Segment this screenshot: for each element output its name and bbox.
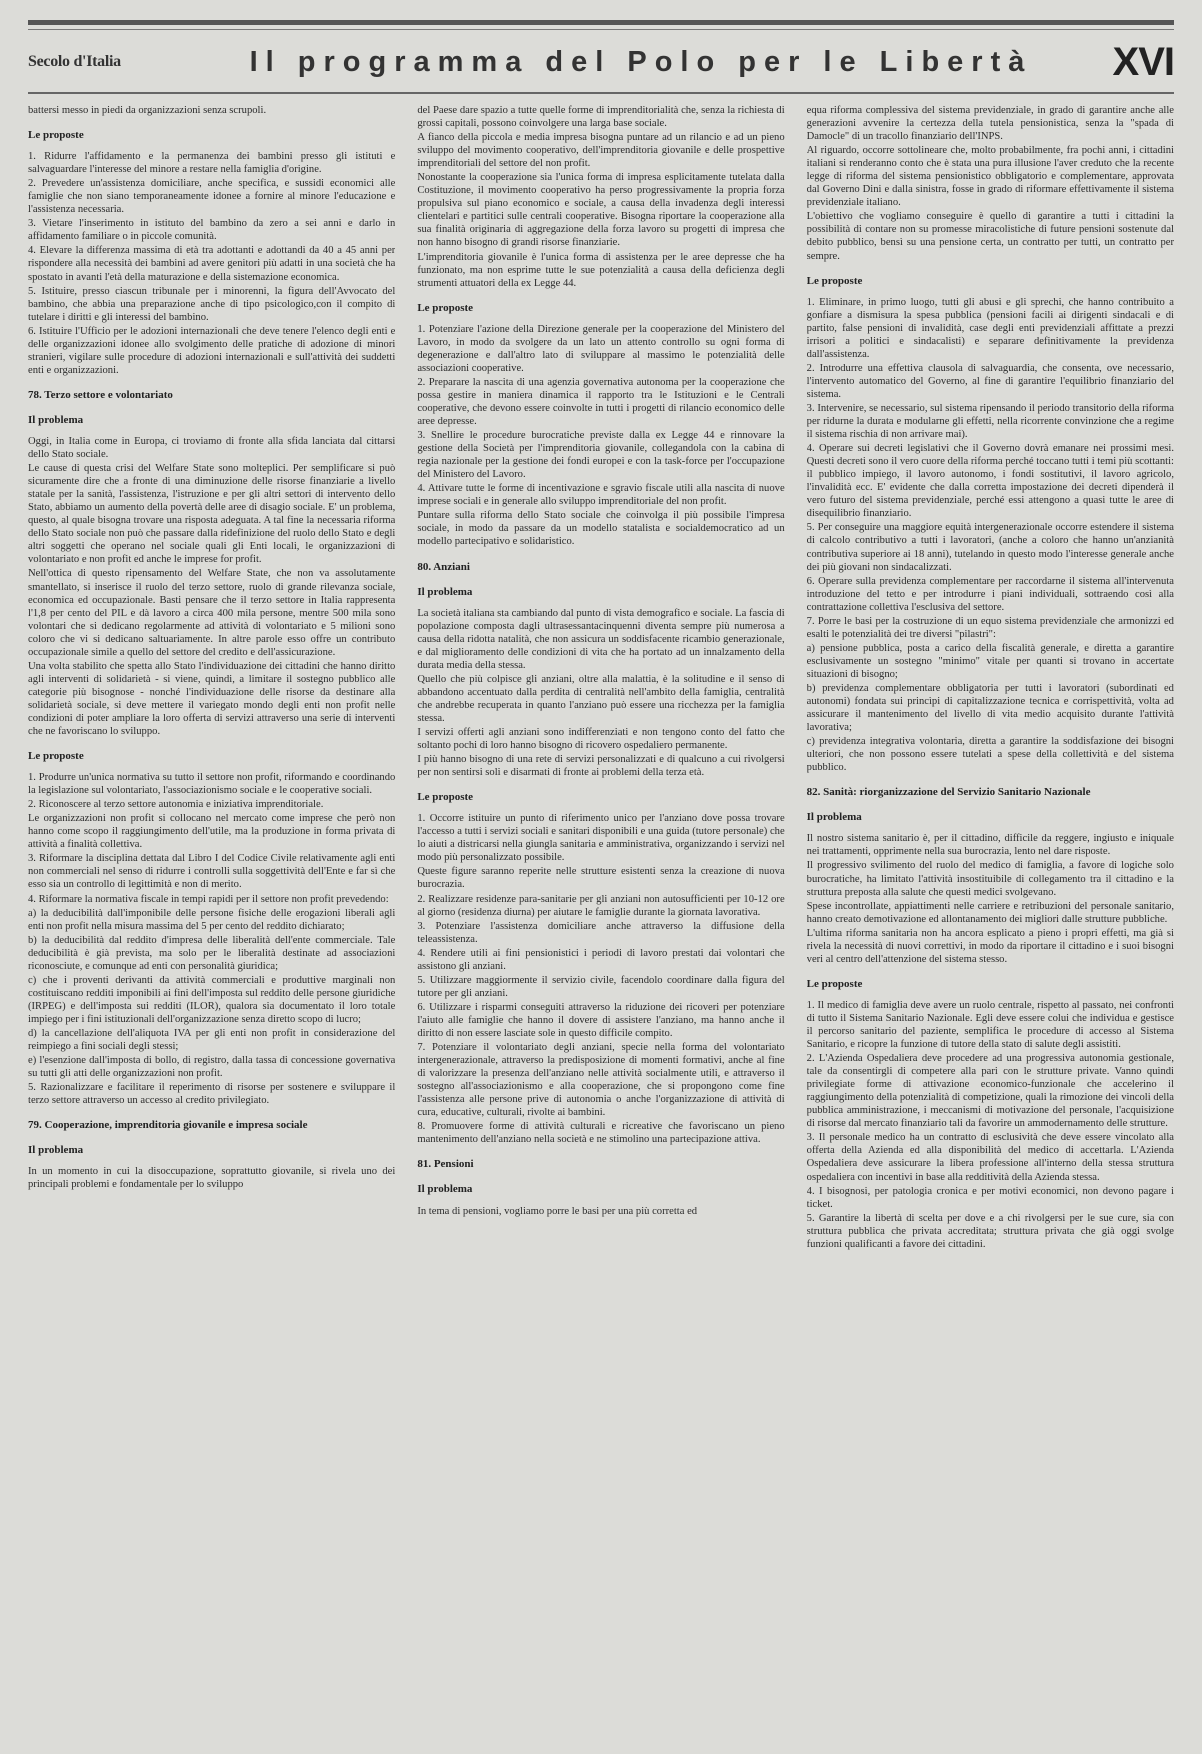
section-heading: Le proposte [28, 129, 84, 142]
paragraph: 1. Ridurre l'affidamento e la permanenza dei bambini presso gli istituti e salvaguardare l'interesse del minore a restare nella famiglia d'origine. [28, 151, 396, 176]
paragraph: 5. Razionalizzare e facilitare il reperimento di risorse per sostenere e sviluppare il terzo settore attraverso un accesso al credito privilegiato. [28, 1082, 396, 1107]
paragraph: L'obiettivo che vogliamo conseguire è quello di garantire a tutti i cittadini la possibilità di contare non su promesse miracolistiche di future pensioni sostenute dal debito pubblico, bensì su una pensione certa, un contratto per tutti, un contratto per sempre. [806, 211, 1174, 262]
paragraph: 4. Rendere utili ai fini pensionistici i periodi di lavoro prestati dai volontari che assistono gli anziani. [417, 947, 785, 972]
section-heading: Il problema [28, 413, 84, 426]
paragraph: Spese incontrollate, appiattimenti nelle carriere e retribuzioni del personale sanitario, hanno creato demotivazione ed allontanamento dei migliori dalle strutture pubbliche. [806, 900, 1174, 925]
section-heading: 79. Cooperazione, imprenditoria giovanile e impresa sociale [28, 1119, 308, 1132]
paragraph: Una volta stabilito che spetta allo Stato l'individuazione dei cittadini che hanno diritto agli interventi di solidarietà - si viene, quindi, a limitare il sostegno pubblico alle categorie più bisognose - nonché l'individuazione delle risorse da destinare alla solidarietà sociale, si deve mettere il variegato mondo degli enti non profit nelle condizioni di poter ampliare la loro offerta di servizi attraverso una serie di interventi che ne favoriscano lo sviluppo. [28, 660, 396, 738]
paragraph: 4. Operare sui decreti legislativi che il Governo dovrà emanare nei prossimi mesi. Questi decreti sono il vero cuore della riforma perché toccano tutti i temi più scottanti: il pubblico impiego, il lavoro autonomo, i fondi sostitutivi, il lavoro agricolo, l'invalidità ecc. E' evidente che dalla corretta impostazione dei decreti dipenderà il vero futuro del sistema previdenziale, perché essi attengono a quasi tutte le aree di disequilibrio finanziario. [806, 443, 1174, 520]
section-heading: Le proposte [806, 274, 863, 287]
paragraph: 5. Per conseguire una maggiore equità intergenerazionale occorre estendere il sistema di calcolo contributivo a tutti i lavoratori, (anche a coloro che hanno un'anzianità contributiva superiore ai 18 anni), tutelando in questo modo l'interesse generale anche dei più giovani non sindacalizzati. [806, 522, 1174, 573]
paragraph: 4. Riformare la normativa fiscale in tempi rapidi per il settore non profit prevedendo: [28, 893, 389, 905]
paragraph: La società italiana sta cambiando dal punto di vista demografico e sociale. La fascia di popolazione composta dagli ultrasessantacinquenni diventa sempre più numerosa a causa della ridotta natalità, che non assicura un soddisfacente ricambio generazionale, e dal miglioramento delle condizioni di vita che ha portato ad un innalzamento della durata media della stessa. [417, 607, 785, 671]
paragraph: 7. Potenziare il volontariato degli anziani, specie nella forma del volontariato intergenerazionale, attraverso la predisposizione di momenti formativi, anche al fine di valorizzare la presenza dell'anziano nelle attività socialmente utili, e attraverso il sostegno all'associazionismo e alla cooperazione, che si propongono come fine l'assistenza alle persone prive di autonomia o anche l'organizzazione di attività di cura, educative, culturali, rivolte ai bambini. [417, 1042, 785, 1119]
paragraph: 1. Potenziare l'azione della Direzione generale per la cooperazione del Ministero del Lavoro, in modo da svolgere da un lato un attento controllo su ogni forma di degenerazione e dall'altro lato di sviluppare al massimo le potenzialità delle associazioni cooperative. [417, 323, 785, 374]
section-heading: Il problema [28, 1144, 84, 1157]
paragraph: 3. Vietare l'inserimento in istituto del bambino da zero a sei anni e darlo in affidamento familiare o in piccole comunità. [28, 218, 396, 243]
paragraph: Al riguardo, occorre sottolineare che, molto probabilmente, fra pochi anni, i cittadini italiani si renderanno conto che è stata una pura illusione l'aver creduto che la recente legge di riforma del sistema pensionistico obbligatorio e complementare, approvata dal Governo Dini e dalla sinistra, fosse in grado di riformare effettivamente il sistema previdenziale italiano. [806, 145, 1174, 209]
paragraph: e) l'esenzione dall'imposta di bollo, di registro, dalla tassa di concessione governativa su tutti gli atti delle organizzazioni non profit. [28, 1055, 396, 1080]
paragraph: Nonostante la cooperazione sia l'unica forma di impresa esplicitamente tutelata dalla Costituzione, il movimento cooperativo ha perso progressivamente la propria forza propulsiva sul piano economico e sociale, a causa della invadenza degli interessi clientelari e partitici sulle centrali cooperative. Bisogna riportare la cooperazione alla sua finalità originaria di aggregazione della forza lavoro su progetti di impresa che non hanno bisogno di grandi risorse finanziarie. [417, 172, 785, 249]
paragraph: 1. Eliminare, in primo luogo, tutti gli abusi e gli sprechi, che hanno contribuito a gonfiare a dismisura la spesa pubblica (pensioni facili ai dirigenti sindacali e di partito, false pensioni di invalidità, case degli enti previdenziali affittate a prezzi irrisori a politici e sindacalisti) e separare definitivamente la previdenza dall'assistenza. [806, 296, 1174, 360]
paragraph: 3. Riformare la disciplina dettata dal Libro I del Codice Civile relativamente agli enti non commerciali nel senso di ridurre i controlli sulla soggettività dell'Ente e far sì che esso sia un controllo di legittimità e non di merito. [28, 853, 396, 891]
section-heading: Le proposte [417, 301, 474, 314]
paragraph: L'imprenditoria giovanile è l'unica forma di assistenza per le aree depresse che ha funzionato, ma non esprime tutte le sue potenzialità a causa della deficienza degli strumenti attuatori della ex Legge 44. [417, 251, 785, 289]
paragraph: Le organizzazioni non profit si collocano nel mercato come imprese che però non hanno come scopo il raggiungimento dell'utile, ma la produzione in forma privata di attività a finalità collettiva. [28, 813, 396, 851]
section-heading: 78. Terzo settore e volontariato [28, 388, 173, 401]
paragraph: 5. Utilizzare maggiormente il servizio civile, facendolo coordinare dalla figura del tutore per gli anziani. [417, 974, 785, 999]
paragraph: Quello che più colpisce gli anziani, oltre alla malattia, è la solitudine e il senso di abbandono accentuato dalla perdita di centralità nell'ambito della famiglia, centralità che andrebbe recuperata in quanto l'anziano può essere una ricchezza per la famiglia stessa. [417, 673, 785, 724]
paragraph: Nell'ottica di questo ripensamento del Welfare State, che non va assolutamente smantellato, si inserisce il ruolo del terzo settore, ruolo di grande rilevanza sociale, economica ed occupazionale. Basti pensare che il terzo settore in Italia rappresenta l'1,8 per cento del PIL e dà lavoro a circa 400 mila persone, mentre 500 mila sono volontari che si dedicano regolarmente ad attività di volontariato e 5 milioni sono coloro che vi si dedicano saltuariamente. In altre parole esso offre un contributo occupazionale simile a quello del settore del credito e dell'assicurazione. [28, 568, 396, 658]
paragraph: 3. Snellire le procedure burocratiche previste dalla ex Legge 44 e rinnovare la gestione della Società per l'imprenditoria giovanile, collegandola con la cabina di regia nazionale per la gestione dei fondi europei e con la task-force per l'occupazione del Ministero del Lavoro. [417, 430, 785, 481]
paragraph: Queste figure saranno reperite nelle strutture esistenti senza la creazione di nuova burocrazia. [417, 866, 785, 891]
paragraph: 5. Garantire la libertà di scelta per dove e a chi rivolgersi per le sue cure, sia con struttura pubblica che privata accreditata; struttura privata che già oggi svolge funzioni qualificanti a favore dei cittadini. [806, 1212, 1174, 1250]
paragraph: d) la cancellazione dell'aliquota IVA per gli enti non profit in considerazione del reimpiego a fini sociali degli stessi; [28, 1028, 396, 1053]
paragraph: 6. Operare sulla previdenza complementare per raccordarne il sistema all'intervenuta introduzione del tetto e per introdurre i piani individuali, sottraendo così alla contrattazione collettiva l'esclusiva del settore. [806, 575, 1174, 613]
section-heading: Il problema [417, 585, 473, 598]
paragraph: 4. Elevare la differenza massima di età tra adottanti e adottandi da 40 a 45 anni per rispondere alla necessità dei bambini ad avere genitori più adatti in una società che ha spostato in avanti l'età della maturazione e della sistemazione economica. [28, 245, 396, 283]
paragraph: del Paese dare spazio a tutte quelle forme di imprenditorialità che, senza la richiesta di grossi capitali, possono coinvolgere una larga base sociale. [417, 105, 785, 130]
section-heading: Il problema [806, 811, 862, 824]
section-heading: Le proposte [806, 977, 863, 990]
masthead [28, 36, 1174, 88]
paragraph: 2. Riconoscere al terzo settore autonomia e iniziativa imprenditoriale. [28, 799, 324, 811]
paragraph: b) la deducibilità dal reddito d'impresa delle liberalità dell'ente commerciale. Tale deducibilità è già prevista, ma solo per le liberalità destinate ad associazioni riconosciute, e comunque ad enti con personalità giuridica; [28, 934, 396, 972]
column-1 [28, 104, 395, 1734]
paragraph: 2. Introdurre una effettiva clausola di salvaguardia, che consenta, ove necessario, l'intervento automatico del Governo, al fine di garantire l'equilibrio finanziario del sistema. [806, 362, 1174, 400]
paragraph: 7. Porre le basi per la costruzione di un equo sistema previdenziale che armonizzi ed esalti le potenzialità dei tre diversi "pilastri": [806, 615, 1174, 640]
section-heading: 82. Sanità: riorganizzazione del Servizio Sanitario Nazionale [806, 786, 1091, 799]
paragraph: c) che i proventi derivanti da attività commerciali e produttive marginali non costituiscano redditi imponibili ai fini dell'imposta sul reddito delle persone giuridiche (IRPEG) e dell'imposta sui redditi (ILOR), qualora sia documentato il loro totale impiego per i fini istituzionali dell'organizzazione senza diretto scopo di lucro; [28, 974, 396, 1025]
paragraph: I servizi offerti agli anziani sono indifferenziati e non tengono conto del fatto che soltanto pochi di loro hanno bisogno di ricovero ospedaliero permanente. [417, 727, 785, 752]
paragraph: In un momento in cui la disoccupazione, soprattutto giovanile, si rivela uno dei principali problemi e fondamentale per lo sviluppo [28, 1166, 396, 1191]
paragraph: Oggi, in Italia come in Europa, ci troviamo di fronte alla sfida lanciata dal cittarsi dello Stato sociale. [28, 435, 396, 461]
paragraph: I più hanno bisogno di una rete di servizi personalizzati e di qualcuno a cui rivolgersi per non sentirsi soli e disarmati di fronte ai problemi della terza età. [417, 754, 785, 779]
section-heading: 81. Pensioni [417, 1158, 474, 1171]
column-2 [417, 104, 784, 1734]
paragraph: equa riforma complessiva del sistema previdenziale, in grado di garantire anche alle generazioni avvenire la certezza della tutela pensionistica, senza la "spada di Damocle" di un tracollo finanziario dell'INPS. [806, 105, 1174, 143]
paragraph: 6. Istituire l'Ufficio per le adozioni internazionali che deve tenere l'elenco degli enti e delle organizzazioni idonee allo svolgimento delle pratiche di adozione di minori stranieri, vigilare sulle procedure di adozioni internazionali e sull'attività dei suddetti enti e organizzazioni. [28, 325, 396, 376]
top-rule-thin [28, 29, 1174, 30]
paragraph: A fianco della piccola e media impresa bisogna puntare ad un rilancio e ad un pieno sviluppo del movimento cooperativo, dell'imprenditoria giovanile e delle prospettive imprenditoriali del settore del non profit. [417, 132, 785, 170]
paragraph: 2. Preparare la nascita di una agenzia governativa autonoma per la cooperazione che possa gestire in maniera dinamica il rapporto tra le Istituzioni e le Centrali cooperative, che devono essere coinvolte in tutti i progetti di rilancio economico delle aree depresse. [417, 376, 785, 428]
paragraph: L'ultima riforma sanitaria non ha ancora esplicato a pieno i propri effetti, ma già si rivela la necessità di nuovi correttivi, in modo da riportare il cittadino e i suoi bisogni veri al centro dell'attenzione del sistema stesso. [806, 927, 1174, 965]
section-heading: Il problema [417, 1183, 473, 1196]
paragraph: Il progressivo svilimento del ruolo del medico di famiglia, a favore di logiche solo burocratiche, ha limitato l'attività insostituibile di collegamento tra il cittadino e la struttura preposta alla salute che questi medici svolgevano. [806, 860, 1174, 898]
paragraph: 2. Realizzare residenze para-sanitarie per gli anziani non autosufficienti per 10-12 ore al giorno (residenza diurna) per aiutare le famiglie durante la giornata lavorativa. [417, 893, 785, 918]
paragraph: In tema di pensioni, vogliamo porre le basi per una più corretta ed [417, 1205, 698, 1217]
paragraph: 1. Il medico di famiglia deve avere un ruolo centrale, rispetto al passato, nei confronti di tutto il Sistema Sanitario Nazionale. Egli deve essere colui che individua e gestisce il percorso sanitario del paziente, semplifica le procedure di accesso al Sistema Sanitario, e ricopre la funzione di tutore della stato di salute degli assistiti. [806, 999, 1174, 1051]
paragraph: 2. L'Azienda Ospedaliera deve procedere ad una progressiva autonomia gestionale, tale da consentirgli di competere alla pari con le strutture private. Vanno quindi privilegiate forme di attivazione economico-funzionale che accelerino il raggiungimento della potenzialità di competizione, quali la rimozione dei vincoli della pubblica amministrazione, i meccanismi di motivazione del personale, l'acquisizione di risorse dal mercato finanziario tali da favorire un ammodernamento delle strutture. [806, 1053, 1174, 1130]
paragraph: 3. Il personale medico ha un contratto di esclusività che deve essere vincolato alla offerta della Azienda ed alla disponibilità del medico di accettarla. L'Azienda Ospedaliera deve assicurare la libera professione all'interno della stessa struttura ospedaliera con incentivi in base alla redditività della Azienda stessa. [806, 1132, 1174, 1183]
paragraph: 8. Promuovere forme di attività culturali e ricreative che favoriscano un pieno mantenimento dell'anziano nella società e ne stimolino una partecipazione attiva. [417, 1121, 785, 1146]
paragraph: Il nostro sistema sanitario è, per il cittadino, difficile da reggere, ingiusto e iniquale nei trattamenti, opprimente nella sua burocrazia, lento nel dare risposte. [806, 833, 1174, 858]
paragraph: Le cause di questa crisi del Welfare State sono molteplici. Per semplificare si può sicuramente dire che a fronte di una diminuzione delle risorse finanziarie a livello statale per la sanità, l'assistenza, l'istruzione e per gli altri settori di intervento dello Stato, abbiamo un aumento della povertà delle aree di disagio sociale. E' un problema, questo, al quale bisogna trovare una risposta adeguata. A tal fine la necessaria riforma dello Stato sociale non può che passare dalla ridefinizione del ruolo dello Stato e degli altri soggetti che operano nel sociale quali gli Enti locali, le organizzazioni di volontariato e non profit ed anche le imprese for profit. [28, 463, 396, 566]
paragraph: 6. Utilizzare i risparmi conseguiti attraverso la riduzione dei ricoveri per potenziare l'aiuto alle famiglie che hanno il dovere di assistere l'anziano, ma hanno anche il diritto di non essere lasciate sole in questo difficile compito. [417, 1001, 785, 1039]
paragraph: a) pensione pubblica, posta a carico della fiscalità generale, e diretta a garantire esclusivamente un sostegno "minimo" vitale per quanti si trovano in accertate situazioni di bisogno; [806, 642, 1174, 680]
section-heading: Le proposte [28, 750, 84, 763]
top-rule [28, 20, 1174, 25]
paragraph: Puntare sulla riforma dello Stato sociale che coinvolga il più possibile l'impresa sociale, in modo da passare da un modello statalista e socialdemocratico ad un modello partecipativo e solidaristico. [417, 510, 785, 548]
column-3 [807, 104, 1174, 1734]
article-columns [28, 104, 1174, 1734]
paragraph: 1. Produrre un'unica normativa su tutto il settore non profit, riformando e coordinando la legislazione sul volontariato, l'associazionismo sociale e le cooperative sociali. [28, 772, 396, 797]
paragraph: battersi messo in piedi da organizzazioni senza scrupoli. [28, 105, 267, 116]
paragraph: b) previdenza complementare obbligatoria per tutti i lavoratori (subordinati ed autonomi) fondata sui princìpi di capitalizzazione tecnica e corrispettività, volta ad assicurare il mantenimento del livello di vita medio acquisito durante l'attività lavorativa; [806, 682, 1174, 734]
page-number: XVI [1112, 39, 1174, 84]
paragraph: 3. Potenziare l'assistenza domiciliare anche attraverso la diffusione della teleassistenza. [417, 920, 785, 945]
paragraph: 4. I bisognosi, per patologia cronica e per motivi economici, non devono pagare i ticket. [806, 1185, 1174, 1210]
section-heading: Le proposte [417, 791, 474, 804]
paragraph: 5. Istituire, presso ciascun tribunale per i minorenni, la figura dell'Avvocato del bambino, che abbia una preparazione anche di tipo psicologico,con il compito di tutelare i diritti e gli interessi del bambino. [28, 285, 396, 323]
paragraph: c) previdenza integrativa volontaria, diretta a garantire la soddisfazione dei bisogni ulteriori, che non possono essere tutelati a spese della collettività e del sistema pubblico. [806, 736, 1174, 774]
paragraph: a) la deducibilità dall'imponibile delle persone fisiche delle erogazioni liberali agli enti non profit nella misura massima del 5 per cento del reddito dichiarato; [28, 907, 396, 932]
paragraph: 4. Attivare tutte le forme di incentivazione e sgravio fiscale utili alla nascita di nuove imprese sociali e in generale allo sviluppo imprenditoriale del non profit. [417, 483, 785, 508]
paragraph: 2. Prevedere un'assistenza domiciliare, anche specifica, e sussidi economici alle famiglie che non siano temporaneamente idonee a fornire al minore l'educazione e l'assistenza necessaria. [28, 178, 396, 216]
paragraph: 1. Occorre istituire un punto di riferimento unico per l'anziano dove possa trovare l'accesso a tutti i servizi sociali e sanitari disponibili e una guida (tutore personale) che lo aiuti a districarsi nella giungla sanitaria e amministrativa, organizzando i servizi nel modo più personalizzato possibile. [417, 813, 785, 864]
page-title: Il programma del Polo per le Libertà [249, 45, 1033, 78]
masthead-rule [28, 92, 1174, 94]
section-heading: 80. Anziani [417, 560, 470, 573]
paragraph: 3. Intervenire, se necessario, sul sistema ripensando il periodo transitorio della riforma per ridurne la durata e modularne gli effetti, nella ricorrente convinzione che a regime il sistema rischia di non arrivare mai). [806, 402, 1174, 441]
paper-name: Secolo d'Italia [28, 53, 121, 70]
